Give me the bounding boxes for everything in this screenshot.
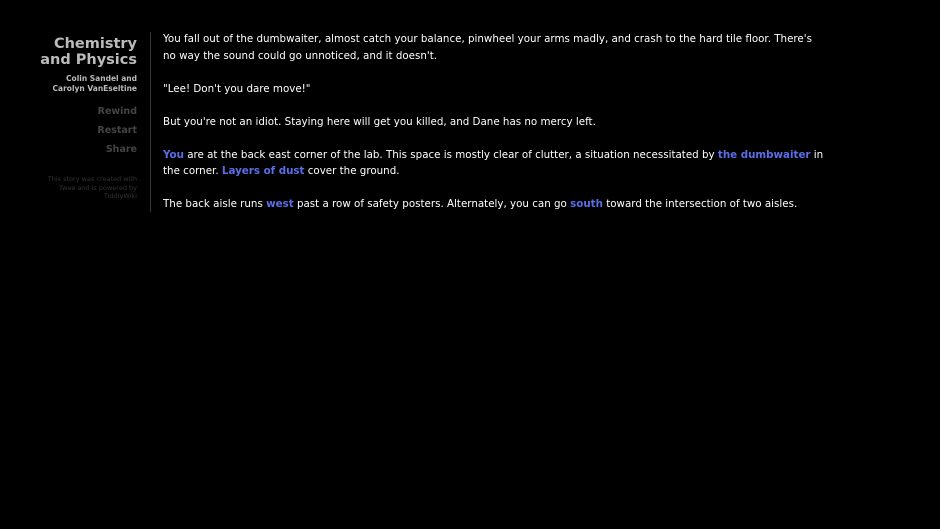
story-author xyxy=(20,74,137,94)
restart-link[interactable]: Restart xyxy=(97,125,137,136)
paragraph: "Lee! Don't you dare move!" xyxy=(163,82,311,95)
west-link[interactable]: west xyxy=(266,198,294,210)
paragraph xyxy=(163,147,828,180)
credits-line: TiddlyWiki xyxy=(103,192,137,200)
text: toward the intersection of two aisles. xyxy=(602,198,798,210)
rewind-link[interactable]: Rewind xyxy=(97,106,137,117)
sidebar xyxy=(20,36,137,201)
paragraph: But you're not an idiot. Staying here will get you killed, and Dane has no mercy left. xyxy=(163,115,596,128)
paragraph: You fall out of the dumbwaiter, almost catch your balance, pinwheel your arms madly, and crash to the hard tile floor. There's no way the sound could go unnoticed, and it doesn't. xyxy=(163,33,812,62)
passage xyxy=(163,31,828,229)
story-title xyxy=(20,36,137,68)
divider xyxy=(150,32,151,212)
text: cover the ground. xyxy=(304,165,400,177)
text: past a row of safety posters. Alternately, you can go xyxy=(293,198,571,210)
credits-line: Twee and is powered by xyxy=(59,183,137,192)
you-link[interactable]: You xyxy=(163,148,184,161)
credits-line: This story was created with xyxy=(47,175,137,183)
south-link[interactable]: south xyxy=(570,198,603,210)
title-line: Chemistry xyxy=(53,36,137,52)
credits xyxy=(20,175,137,201)
author-line: Colin Sandel and xyxy=(66,74,137,83)
text: are at the back east corner of the lab. This space is mostly clear of clutter, a situation necessitated by xyxy=(183,148,718,161)
title-line: and Physics xyxy=(40,52,137,68)
text: The back aisle runs xyxy=(163,198,267,210)
text: in the corner. xyxy=(163,148,824,177)
dust-link[interactable]: Layers of dust xyxy=(221,165,305,177)
author-line: Carolyn VanEseltine xyxy=(52,84,137,93)
dumbwaiter-link[interactable]: the dumbwaiter xyxy=(717,148,811,161)
share-link[interactable]: Share xyxy=(105,144,137,155)
paragraph xyxy=(163,196,828,213)
